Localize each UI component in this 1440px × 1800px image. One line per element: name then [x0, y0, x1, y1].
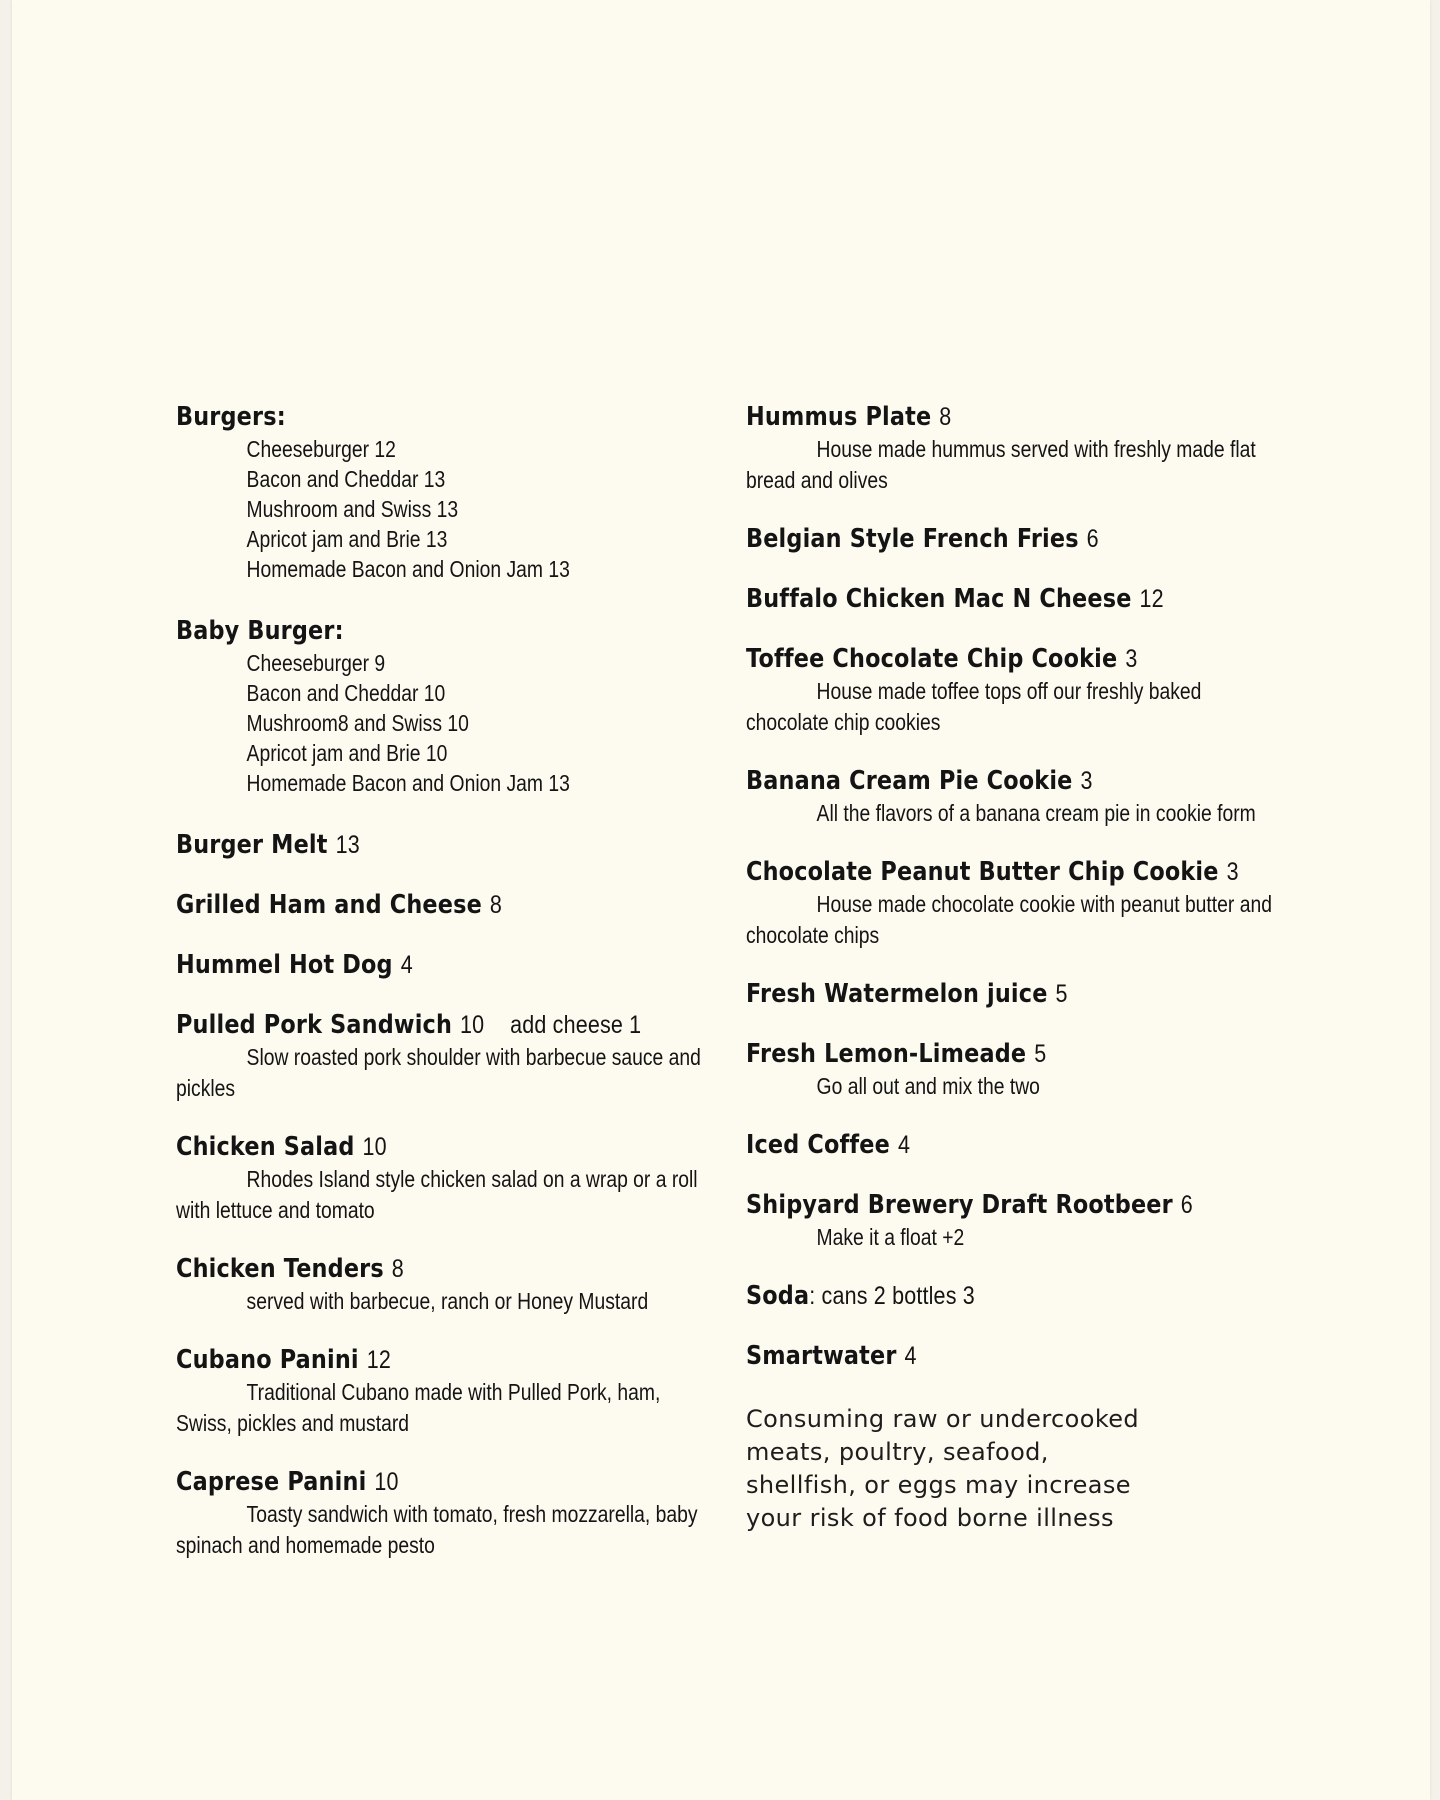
item-description: Make it a float +2 — [816, 1224, 965, 1250]
item-description: All the flavors of a banana cream pie in cookie form — [816, 800, 1256, 826]
list-item: Mushroom and Swiss 13 — [246, 496, 459, 522]
list-item: Homemade Bacon and Onion Jam 13 — [246, 556, 570, 582]
menu-item — [746, 1339, 1286, 1373]
list-item: Bacon and Cheddar 10 — [246, 680, 446, 706]
menu-item — [746, 522, 1286, 556]
item-price: : cans 2 bottles 3 — [809, 1282, 975, 1310]
item-price: 4 — [904, 1342, 917, 1370]
menu-item — [746, 977, 1286, 1011]
item-price: 3 — [1226, 858, 1239, 886]
item-name: Belgian Style French Fries 6 — [746, 524, 1099, 554]
item-description: Slow roasted pork shoulder with barbecue sauce and pickles — [176, 1044, 701, 1101]
item-price: 5 — [1034, 1040, 1047, 1068]
item-name: Hummus Plate 8 — [746, 402, 952, 432]
item-description: Rhodes Island style chicken salad on a wrap or a roll with lettuce and tomato — [176, 1166, 698, 1223]
item-name: Buffalo Chicken Mac N Cheese 12 — [746, 584, 1164, 614]
menu-item — [176, 948, 716, 982]
item-name: Iced Coffee 4 — [746, 1130, 911, 1160]
item-name: Chocolate Peanut Butter Chip Cookie 3 — [746, 857, 1239, 887]
menu-item — [746, 582, 1286, 616]
menu-item — [176, 1252, 716, 1317]
item-price: 3 — [1080, 767, 1093, 795]
item-name: Grilled Ham and Cheese 8 — [176, 890, 503, 920]
item-price: 5 — [1055, 980, 1068, 1008]
item-name: Chicken Salad 10 — [176, 1132, 387, 1162]
item-price: 6 — [1180, 1191, 1193, 1219]
menu-item — [176, 1343, 716, 1439]
item-price: 8 — [391, 1255, 404, 1283]
item-description: Go all out and mix the two — [816, 1073, 1040, 1099]
item-price: 10 — [374, 1468, 399, 1496]
menu-column-left — [176, 400, 716, 1587]
food-safety-notice: Consuming raw or undercooked meats, poultry, seafood, shellfish, or eggs may increase your risk of food borne illness — [746, 1405, 1140, 1532]
item-description: Toasty sandwich with tomato, fresh mozzarella, baby spinach and homemade pesto — [176, 1501, 698, 1558]
item-price: 6 — [1086, 525, 1099, 553]
item-price: 8 — [939, 403, 952, 431]
item-name: Shipyard Brewery Draft Rootbeer 6 — [746, 1190, 1193, 1220]
item-name: Fresh Watermelon juice 5 — [746, 979, 1068, 1009]
item-price: 13 — [335, 831, 360, 859]
menu-item — [746, 1188, 1286, 1253]
item-description: House made hummus served with freshly made flat bread and olives — [746, 436, 1256, 493]
item-description: served with barbecue, ranch or Honey Mustard — [246, 1288, 649, 1314]
menu-item — [746, 642, 1286, 738]
list-item: Apricot jam and Brie 13 — [246, 526, 448, 552]
section-heading: Burgers: — [176, 402, 286, 432]
list-item: Homemade Bacon and Onion Jam 13 — [246, 770, 570, 796]
item-price: 4 — [400, 951, 413, 979]
item-price: 8 — [489, 891, 503, 919]
item-price: 12 — [1139, 585, 1164, 613]
item-price: 10 — [460, 1011, 485, 1039]
menu-item — [176, 888, 716, 922]
item-name: Pulled Pork Sandwich 10 add cheese 1 — [176, 1010, 642, 1040]
menu-page — [12, 0, 1430, 1800]
menu-item — [176, 1130, 716, 1226]
item-name: Hummel Hot Dog 4 — [176, 950, 413, 980]
item-name: Banana Cream Pie Cookie 3 — [746, 766, 1093, 796]
menu-item — [746, 1037, 1286, 1102]
item-name: Toffee Chocolate Chip Cookie 3 — [746, 644, 1138, 674]
list-item: Apricot jam and Brie 10 — [246, 740, 448, 766]
section-heading: Baby Burger: — [176, 616, 344, 646]
menu-item — [746, 1128, 1286, 1162]
item-name: Burger Melt 13 — [176, 830, 360, 860]
menu-item — [746, 764, 1286, 829]
item-description: House made toffee tops off our freshly baked chocolate chip cookies — [746, 678, 1202, 735]
list-item: Mushroom8 and Swiss 10 — [246, 710, 469, 736]
item-name: Caprese Panini 10 — [176, 1467, 399, 1497]
baby-burger-section — [176, 614, 716, 798]
item-name: Fresh Lemon-Limeade 5 — [746, 1039, 1047, 1069]
item-price: 4 — [897, 1131, 911, 1159]
item-price: 10 — [362, 1133, 387, 1161]
menu-item — [746, 400, 1286, 496]
item-name: Cubano Panini 12 — [176, 1345, 392, 1375]
menu-item — [176, 1008, 716, 1104]
item-price: 12 — [366, 1346, 392, 1374]
item-name: Chicken Tenders 8 — [176, 1254, 404, 1284]
item-price: 3 — [1125, 645, 1138, 673]
item-name: Smartwater 4 — [746, 1341, 917, 1371]
list-item: Cheeseburger 9 — [246, 650, 386, 676]
menu-item — [176, 828, 716, 862]
item-name: Soda: cans 2 bottles 3 — [746, 1281, 975, 1311]
item-description: Traditional Cubano made with Pulled Pork, ham, Swiss, pickles and mustard — [176, 1379, 661, 1436]
item-addon: add cheese 1 — [510, 1011, 642, 1039]
menu-item — [176, 1465, 716, 1561]
burgers-section — [176, 400, 716, 584]
menu-column-right — [746, 400, 1286, 1535]
list-item: Bacon and Cheddar 13 — [246, 466, 446, 492]
menu-item — [746, 1279, 1286, 1313]
menu-item — [746, 855, 1286, 951]
item-description: House made chocolate cookie with peanut butter and chocolate chips — [746, 891, 1272, 948]
list-item: Cheeseburger 12 — [246, 436, 396, 462]
